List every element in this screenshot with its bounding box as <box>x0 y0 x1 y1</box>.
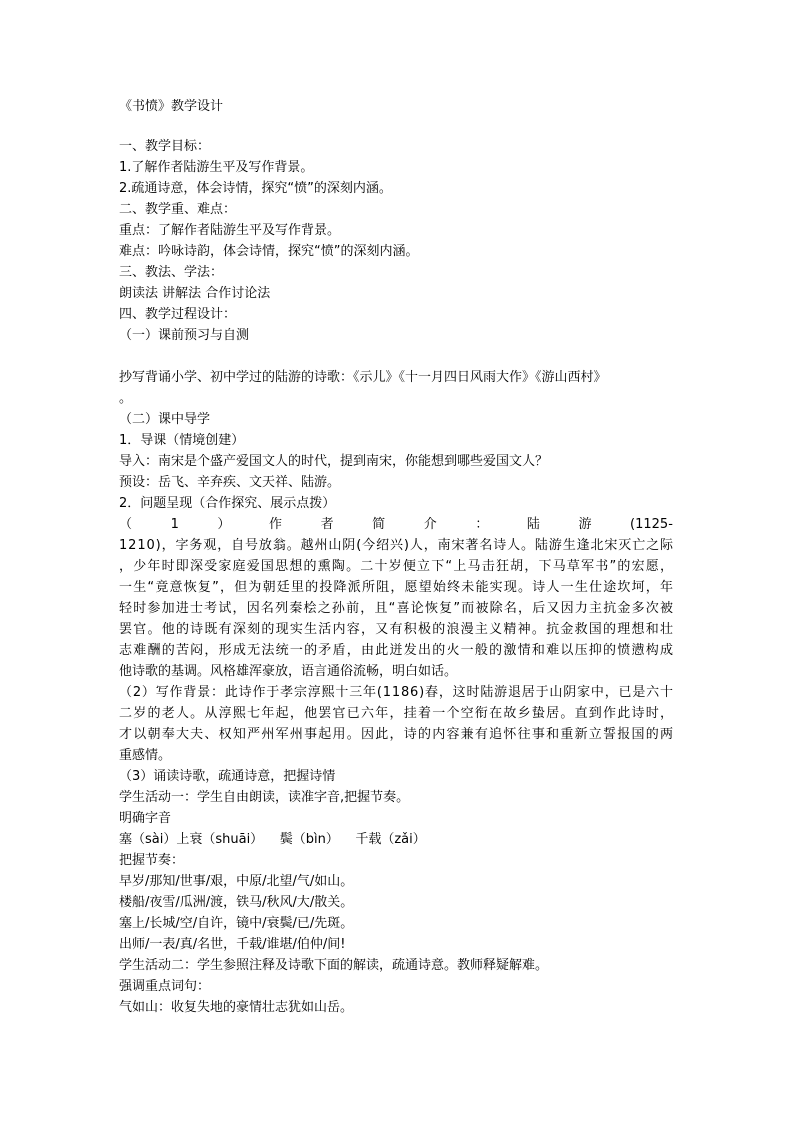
poem-line: 早岁/那知/世事/艰，中原/北望/气/如山。 <box>119 874 354 889</box>
pronunciation-heading: 明确字音 <box>119 811 172 826</box>
intro-head-token: 作 <box>269 517 283 532</box>
key-words-heading: 强调重点词句： <box>119 979 211 994</box>
background-line: 重感情。 <box>119 748 172 763</box>
objective-1: 1.了解作者陆游生平及写作背景。 <box>119 160 314 175</box>
guide-heading: （二）课中导学 <box>119 412 211 427</box>
objectives-heading: 一、教学目标： <box>119 139 211 154</box>
intro-head-token: (1125- <box>630 517 673 532</box>
key-word-note: 气如山：收复失地的豪情壮志犹如山岳。 <box>119 1000 354 1015</box>
background-line: （2）写作背景：此诗作于孝宗淳熙十三年(1186)春，这时陆游退居于山阴家中，已是六十 <box>119 685 674 700</box>
author-intro-line: 轻时参加进士考试，因名列秦桧之孙前，且“喜论恢复”而被除名，后又因力主抗金多次被 <box>119 601 675 616</box>
intro-head-token: （ <box>119 517 133 532</box>
background-line: 才以朝奉大夫、权知严州军州事起用。因此，诗的内容兼有追怀往事和重新立誓报国的两 <box>119 727 675 742</box>
activity-two: 学生活动二：学生参照注释及诗歌下面的解读，疏通诗意。教师释疑解难。 <box>119 958 549 973</box>
preset-answer: 预设：岳飞、辛弃疾、文天祥、陆游。 <box>119 475 341 490</box>
methods-heading: 三、教法、学法： <box>119 265 224 280</box>
intro-head-token: ： <box>475 517 489 532</box>
author-intro-line: 一生“竟意恢复”，但为朝廷里的投降派所阻，愿望始终未能实现。诗人一生仕途坎坷，年 <box>119 580 675 595</box>
author-intro-line: 1210)，字务观，自号放翁。越州山阴(今绍兴)人，南宋著名诗人。陆游生逢北宋灭亡之际 <box>119 538 674 553</box>
activity-one: 学生活动一：学生自由朗读，读准字音,把握节奏。 <box>119 790 410 805</box>
rhythm-heading: 把握节奏： <box>119 853 185 868</box>
prep-line: 抄写背诵小学、初中学过的陆游的诗歌：《示儿》《十一月四日风雨大作》《游山西村》 <box>119 370 607 385</box>
author-intro-line: 志难酬的苦闷，形成无法统一的矛盾，由此迸发出的火一般的激情和难以压抑的愤懑构成 <box>119 643 675 658</box>
intro-head-token: 陆 <box>526 517 540 532</box>
intro-head-token: ） <box>217 517 231 532</box>
intro-head-token: 1 <box>170 517 179 532</box>
key-point: 重点：了解作者陆游生平及写作背景。 <box>119 223 341 238</box>
author-intro-line: 他诗歌的基调。风格雄浑豪放，语言通俗流畅，明白如话。 <box>119 664 458 679</box>
preview-heading: （一）课前预习与自测 <box>119 328 250 343</box>
lead-in-text: 导入：南宋是个盛产爱国文人的时代，提到南宋，你能想到哪些爱国文人？ <box>119 454 549 469</box>
key-points-heading: 二、教学重、难点： <box>119 202 237 217</box>
poem-line: 塞上/长城/空/自许，镜中/衰鬓/已/先斑。 <box>119 916 354 931</box>
methods-text: 朗读法 讲解法 合作讨论法 <box>119 286 271 301</box>
process-heading: 四、教学过程设计： <box>119 307 237 322</box>
problem-heading: 2．问题呈现（合作探究、展示点拨） <box>119 496 336 511</box>
intro-head-token: 介 <box>423 517 437 532</box>
lead-in-heading: 1．导课（情境创建） <box>119 433 245 448</box>
poem-line: 出师/一表/真/名世，千载/谁堪/伯仲/间! <box>119 937 346 952</box>
poem-line: 楼船/夜雪/瓜洲/渡，铁马/秋风/大/散关。 <box>119 895 354 910</box>
reading-heading: （3）诵读诗歌，疏通诗意，把握诗情 <box>119 769 336 784</box>
difficult-point: 难点：吟咏诗韵，体会诗情，探究“愤”的深刻内涵。 <box>119 244 419 259</box>
intro-head-token: 游 <box>578 517 592 532</box>
document-title: 《书愤》教学设计 <box>119 99 224 114</box>
background-line: 二岁的老人。从淳熙七年起，他罢官已六年，挂着一个空衔在故乡蛰居。直到作此诗时， <box>119 706 675 721</box>
author-intro-head <box>119 515 673 535</box>
objective-2: 2.疏通诗意，体会诗情，探究“愤”的深刻内涵。 <box>119 181 392 196</box>
intro-head-token: 者 <box>320 517 334 532</box>
intro-head-token: 简 <box>372 517 386 532</box>
prep-line-end: 。 <box>119 391 133 406</box>
author-intro-line: 罢官。他的诗既有深刻的现实生活内容，又有积极的浪漫主义精神。抗金救国的理想和壮 <box>119 622 675 637</box>
author-intro-line: ，少年时即深受家庭爱国思想的熏陶。二十岁便立下“上马击狂胡，下马草军书”的宏愿， <box>119 559 675 574</box>
pronunciation-list: 塞（sài）上衰（shuāi） 鬓（bìn） 千载（zǎi） <box>119 832 426 847</box>
